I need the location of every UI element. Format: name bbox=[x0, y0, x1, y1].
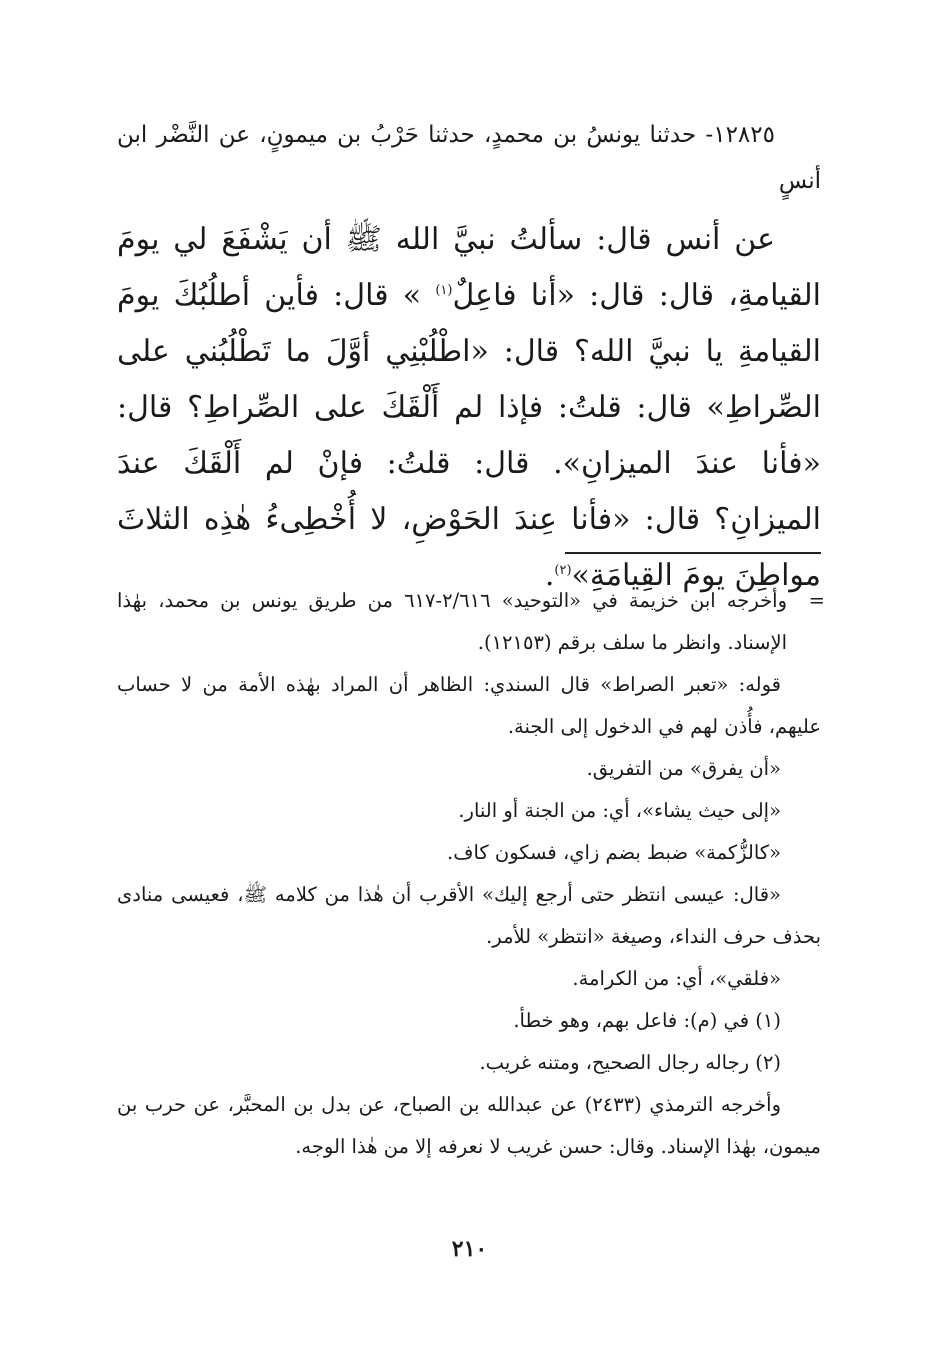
footnote-2: (٢) رجاله رجال الصحيح، ومتنه غريب. bbox=[479, 1051, 781, 1074]
footnote-item: «كالزُّكمة» ضبط بضم زاي، فسكون كاف. bbox=[447, 841, 781, 864]
footnote-text: وأخرجه ابن خزيمة في «التوحيد» ٢/٦١٦-٦١٧ من طريق يونس بن محمد، بهٰذا الإسناد. وانظر ما سلف برقم (١٢١٥٣). bbox=[117, 589, 788, 654]
hadith-body bbox=[117, 212, 821, 604]
footnotes bbox=[117, 580, 825, 1168]
hadith-body-part-1: عن أنس قال: سألتُ نبيَّ الله ﷺ أن يَشْفَعَ لي يومَ القيامةِ، قال: قال: «أنا فاعِلٌ bbox=[117, 222, 821, 313]
page-number: ٢١٠ bbox=[451, 1236, 488, 1262]
hadith-body-end: . bbox=[544, 558, 555, 593]
hadith-text bbox=[117, 112, 821, 604]
footnote-item: وأخرجه الترمذي (٢٤٣٣) عن عبدالله بن الصباح، عن بدل بن المحبَّر، عن حرب بن ميمون، بهٰذا الإسناد. وقال: حسن غريب لا نعرفه إلا من هٰذا الوجه. bbox=[117, 1093, 821, 1158]
footnote-item: قوله: «تعبر الصراط» قال السندي: الظاهر أن المراد بهٰذه الأمة من لا حساب عليهم، فأُذن لهم في الدخول إلى الجنة. bbox=[117, 673, 821, 738]
footnote-1: (١) في (م): فاعل بهم، وهو خطأ. bbox=[513, 1009, 781, 1032]
footnote-divider bbox=[565, 552, 821, 554]
footnote-item: «إلى حيث يشاء»، أي: من الجنة أو النار. bbox=[458, 799, 781, 822]
hadith-chain: ١٢٨٢٥- حدثنا يونسُ بن محمدٍ، حدثنا حَرْبُ بن ميمونٍ، عن النَّضْر ابن أنسٍ bbox=[117, 122, 821, 194]
footnote-item: «قال: عيسى انتظر حتى أرجع إليك» الأقرب أن هٰذا من كلامه ﷺ، فعيسى منادى بحذف حرف النداء، وصيغة «انتظر» للأمر. bbox=[117, 883, 821, 948]
footnote-item: «فلقي»، أي: من الكرامة. bbox=[572, 967, 781, 990]
footnote-ref-2: (٢) bbox=[554, 563, 572, 578]
footnote-item bbox=[117, 580, 825, 664]
footnote-item: «أن يفرق» من التفريق. bbox=[586, 757, 781, 780]
continuation-marker: = bbox=[808, 589, 825, 612]
hadith-body-part-2: » قال: فأين أطلُبُكَ يومَ القيامةِ يا نبيَّ الله؟ قال: «اطْلُبْنِي أوَّلَ ما تَطْلُبُني على الصِّراطِ» قال: قلتُ: فإذا لم أَلْقَكَ على الصِّراطِ؟ قال: «فأنا عندَ الميزانِ». قال: قلتُ: فإنْ لم أَلْقَكَ عندَ الميزانِ؟ قال: «فأنا عِندَ الحَوْضِ، لا أُخْطِىءُ هٰذِه الثلاثَ مواطِنَ يومَ القِيامَةِ» bbox=[117, 278, 821, 593]
footnote-ref-1: (١) bbox=[435, 283, 453, 298]
